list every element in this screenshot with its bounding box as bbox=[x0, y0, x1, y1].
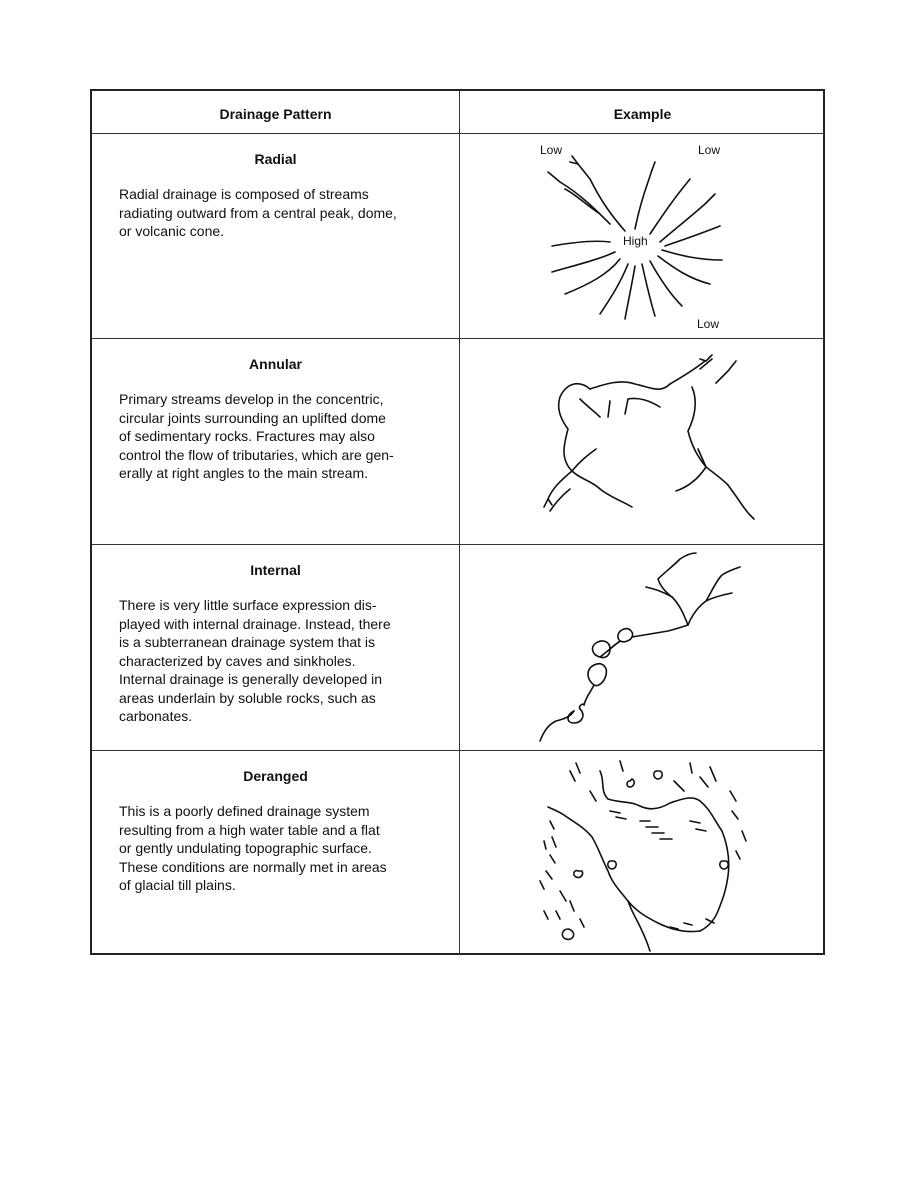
deranged-drainage-diagram bbox=[460, 751, 825, 955]
deranged-description: This is a poorly defined drainage system resulting from a high water table and a flat or gently undulating topographic surface. These conditions are normally met in areas of glacial till plains. bbox=[119, 803, 387, 893]
radial-label-low-right: Low bbox=[698, 143, 721, 157]
annular-streams bbox=[544, 355, 754, 519]
drainage-pattern-table bbox=[90, 89, 825, 955]
annular-figure bbox=[460, 339, 825, 544]
radial-label-high: High bbox=[623, 234, 648, 248]
internal-title: Internal bbox=[250, 562, 301, 578]
internal-description: There is very little surface expression dis- played with internal drainage. Instead, there is a subterranean drainage system that is characterized by caves and sinkholes. Internal drainage is generally developed in areas underlain by soluble rocks, such as carbonates. bbox=[119, 597, 391, 724]
internal-text-cell bbox=[92, 545, 459, 750]
deranged-text-cell bbox=[92, 751, 459, 955]
header-example: Example bbox=[613, 106, 672, 122]
header-drainage-pattern: Drainage Pattern bbox=[219, 106, 332, 122]
radial-label-low-bottom: Low bbox=[697, 317, 720, 331]
annular-drainage-diagram bbox=[460, 339, 825, 544]
deranged-wetland-pattern bbox=[540, 761, 746, 951]
radial-text-cell bbox=[92, 134, 459, 338]
radial-figure bbox=[460, 134, 825, 338]
radial-title: Radial bbox=[254, 151, 297, 167]
deranged-figure bbox=[460, 751, 825, 955]
radial-description: Radial drainage is composed of streams radiating outward from a central peak, dome, or volcanic cone. bbox=[119, 186, 397, 239]
annular-description: Primary streams develop in the concentric, circular joints surrounding an uplifted dome of sedimentary rocks. Fractures may also control the flow of tributaries, which are gen- erally at right angles to the main stream. bbox=[119, 391, 394, 481]
deranged-title: Deranged bbox=[243, 768, 308, 784]
annular-title: Annular bbox=[249, 356, 302, 372]
annular-text-cell bbox=[92, 339, 459, 544]
internal-streams-and-sinkholes bbox=[540, 553, 740, 741]
internal-figure bbox=[460, 545, 825, 750]
internal-drainage-diagram bbox=[460, 545, 825, 750]
radial-label-low-left: Low bbox=[540, 143, 563, 157]
radial-drainage-diagram bbox=[460, 134, 825, 338]
